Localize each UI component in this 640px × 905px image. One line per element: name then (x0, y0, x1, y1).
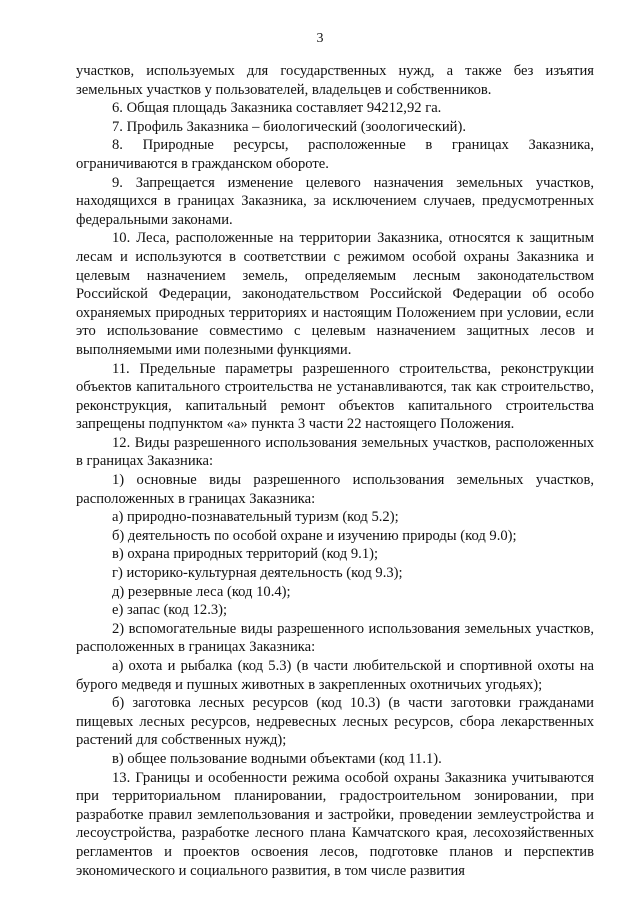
paragraph-12-land-use-types: 12. Виды разрешенного использования земельных участков, расположенных в границах Заказника: (76, 434, 594, 470)
paragraph-continuation: участков, используемых для государственных нужд, а также без изъятия земельных участков у пользователей, владельцев и собственников. (76, 63, 594, 98)
paragraph-9-land-purpose: 9. Запрещается изменение целевого назначения земельных участков, находящихся в границах Заказника, за исключением случаев, предусмотренных федеральными законами. (76, 174, 594, 228)
list-item-v-water: в) общее пользование водными объектами (код 11.1). (112, 750, 442, 767)
list-item-g: г) историко-культурная деятельность (код 9.3); (112, 565, 403, 582)
list-item-main-uses: 1) основные виды разрешенного использования земельных участков, расположенных в границах Заказника: (76, 472, 594, 507)
paragraph-7-profile: 7. Профиль Заказника – биологический (зоологический). (112, 118, 466, 135)
list-item-e: е) запас (код 12.3); (112, 602, 228, 619)
paragraph-6-area: 6. Общая площадь Заказника составляет 94212,92 га. (112, 100, 442, 117)
paragraph-11-construction: 11. Предельные параметры разрешенного строительства, реконструкции объектов капитального строительства не устанавливаются, так как строительство, реконструкция, капитальный ремонт объектов капитального строительства запрещены подпунктом «а» пункта 3 части 22 настоящего Положения. (76, 360, 594, 433)
paragraph-13-boundaries: 13. Границы и особенности режима особой охраны Заказника учитываются при территориальном планировании, градостроительном зонировании, при разработке правил землепользования и застройки, проведении землеустройства и лесоустройства, разработке лесного плана Камчатского края, лесохозяйственных регламентов и проектов освоения лесов, подготовке планов и перспектив экономического и социального развития, в том числе развития (76, 769, 594, 879)
page-number: 3 (316, 31, 324, 46)
list-item-d: д) резервные леса (код 10.4); (112, 583, 291, 600)
list-item-b-harvesting: б) заготовка лесных ресурсов (код 10.3) (в части заготовки гражданами пищевых лесных ресурсов, недревесных лесных ресурсов, сбора лекарственных растений для собственных нужд); (76, 695, 594, 749)
list-item-v: в) охрана природных территорий (код 9.1); (112, 546, 379, 563)
paragraph-8-resources: 8. Природные ресурсы, расположенные в границах Заказника, ограничиваются в гражданском обороте. (76, 137, 594, 172)
paragraph-10-forests: 10. Леса, расположенные на территории Заказника, относятся к защитным лесам и используются в соответствии с режимом особой охраны Заказника и целевым назначением земель, определяемым лесным законодательством Российской Федерации, законодательством Российской Федерации об особо охраняемых природных территориях и настоящим Положением при условии, если это использование совместимо с целевым назначением защитных лесов и выполняемыми ими полезными функциями. (76, 230, 594, 358)
list-item-auxiliary-uses: 2) вспомогательные виды разрешенного использования земельных участков, расположенных в границах Заказника: (76, 620, 594, 656)
list-item-a-hunting: а) охота и рыбалка (код 5.3) (в части любительской и спортивной охоты на бурого медведя и пушных животных в закрепленных охотничьих угодьях); (76, 658, 594, 693)
list-item-b: б) деятельность по особой охране и изучению природы (код 9.0); (112, 527, 517, 544)
document-body (76, 62, 594, 880)
list-item-a: а) природно-познавательный туризм (код 5.2); (112, 509, 399, 526)
